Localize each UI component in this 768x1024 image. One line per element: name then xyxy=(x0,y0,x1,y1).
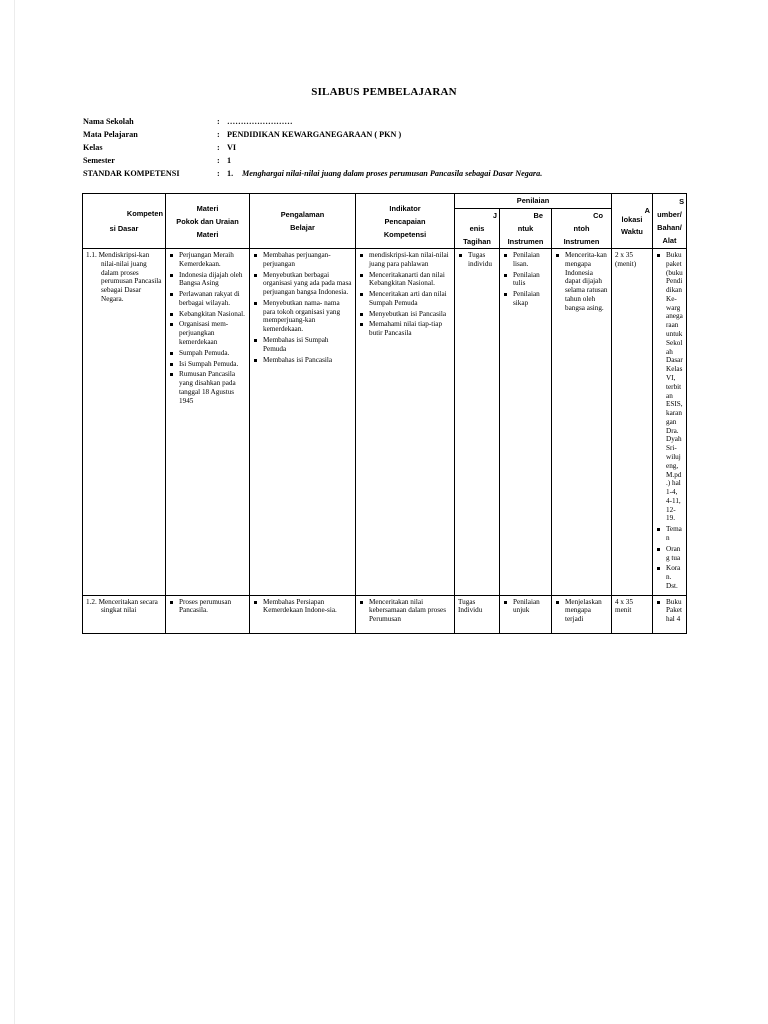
info-value: …………………… xyxy=(227,117,293,126)
info-row-semester xyxy=(83,154,542,167)
cell-jenis xyxy=(455,249,500,596)
header-line: Pengalaman xyxy=(280,210,325,219)
header-kd xyxy=(83,194,166,249)
cell-alokasi: 4 x 35 menit xyxy=(612,595,653,633)
info-value: VI xyxy=(227,143,237,152)
header-jenis xyxy=(455,209,500,249)
info-colon: : xyxy=(217,143,220,152)
header-line: Alat xyxy=(662,236,677,245)
cell-sumber xyxy=(653,249,687,596)
standard-text: Menghargai nilai-nilai juang dalam proses perumusan Pancasila sebagai Dasar Negara. xyxy=(242,169,543,178)
info-row-class xyxy=(83,141,542,154)
list-item: mendiskripsi-kan nilai-nilai juang para pahlawan xyxy=(359,251,451,269)
list-item: Penilaian lisan. xyxy=(503,251,548,269)
cell-bentuk xyxy=(500,595,552,633)
list-item: Menyebutkan isi Pancasila xyxy=(359,310,451,319)
info-colon: : xyxy=(217,169,220,178)
header-line: si Dasar xyxy=(109,223,139,233)
list-item: Perjuangan Meraih Kemerdekaan. xyxy=(169,251,246,269)
table-row xyxy=(83,595,687,633)
info-label: Semester xyxy=(83,156,115,165)
list-item: Kebangkitan Nasional. xyxy=(169,310,246,319)
table-row xyxy=(83,249,687,596)
info-row-subject xyxy=(83,128,542,141)
page-edge xyxy=(14,0,15,1024)
header-line: A xyxy=(644,205,650,215)
list-item: Memahami nilai tiap-tiap butir Pancasila xyxy=(359,320,451,338)
info-value: PENDIDIKAN KEWARGANEGARAAN ( PKN ) xyxy=(227,130,402,139)
list-item: Indonesia dijajah oleh Bangsa Asing xyxy=(169,271,246,289)
info-value: 1 xyxy=(227,156,232,165)
info-value xyxy=(227,169,542,178)
header-line: Materi xyxy=(196,203,219,213)
list-item: Perlawanan rakyat di berbagai wilayah. xyxy=(169,290,246,308)
list-item: Isi Sumpah Pemuda. xyxy=(169,360,246,369)
page-title: SILABUS PEMBELAJARAN xyxy=(311,86,457,98)
info-block xyxy=(83,115,542,180)
header-line: S xyxy=(679,197,684,206)
list-item: Penilaian unjuk xyxy=(503,598,548,616)
header-line: Materi xyxy=(196,229,219,239)
info-label: Kelas xyxy=(83,143,103,152)
list-item: Buku Paket hal 4 xyxy=(656,598,683,624)
header-line: Co xyxy=(593,211,603,220)
header-line: Instrumen xyxy=(507,237,544,246)
cell-text: 1.2. Menceritakan secara singkat nilai xyxy=(86,597,158,615)
header-row-1 xyxy=(83,194,687,209)
list-item: Membahas isi Sumpah Pemuda xyxy=(253,336,352,354)
list-item: Membahas perjuangan-perjuangan xyxy=(253,251,352,269)
header-penilaian: Penilaian xyxy=(455,194,612,209)
info-colon: : xyxy=(217,117,220,126)
list-item: Proses perumusan Pancasila. xyxy=(169,598,246,616)
list-item: Menyebutkan berbagai organisasi yang ada pada masa perjuangan bangsa Indonesia. xyxy=(253,271,352,297)
cell-indikator xyxy=(356,595,455,633)
header-line: J xyxy=(492,211,497,220)
cell-kd xyxy=(83,249,166,596)
list-item: Orang tua xyxy=(656,545,683,563)
cell-materi xyxy=(166,595,250,633)
header-line: Belajar xyxy=(290,223,315,232)
info-label: STANDAR KOMPETENSI xyxy=(83,169,180,178)
header-line: Be xyxy=(533,211,543,220)
list-item: Penilaian tulis xyxy=(503,271,548,289)
cell-contoh xyxy=(552,595,612,633)
list-item: Membahas Persiapan Kemerdekaan Indone-sia. xyxy=(253,598,352,616)
header-line: Bahan/ xyxy=(657,223,682,232)
cell-kd xyxy=(83,595,166,633)
list-item: Sumpah Pemuda. xyxy=(169,349,246,358)
header-line: Pokok dan Uraian xyxy=(176,216,239,226)
header-line: umber/ xyxy=(657,210,682,219)
header-line: enis xyxy=(469,224,485,233)
cell-pengalaman xyxy=(250,595,356,633)
header-line: ntoh xyxy=(573,224,590,233)
header-indikator xyxy=(356,194,455,249)
list-item: Membahas isi Pancasila xyxy=(253,356,352,365)
list-item: Koran. Dst. xyxy=(656,564,683,590)
syllabus-table xyxy=(82,193,687,634)
info-row-standard xyxy=(83,167,542,180)
cell-text: 1.1. Mendiskripsi-kan nilai-nilai juang dalam proses perumusan Pancasila sebagai Dasar Negara. xyxy=(86,251,162,303)
header-materi xyxy=(166,194,250,249)
header-line: Tagihan xyxy=(463,237,491,246)
list-item: Penilaian sikap xyxy=(503,290,548,308)
info-colon: : xyxy=(217,156,220,165)
header-line: Kompeten xyxy=(126,209,163,219)
header-line: Pencapaian xyxy=(384,216,426,226)
info-label: Mata Pelajaran xyxy=(83,130,138,139)
list-item: Menceritakanarti dan nilai Kebangkitan Nasional. xyxy=(359,271,451,289)
list-item: Menjelaskan mengapa terjadi xyxy=(555,598,608,624)
list-item: Rumusan Pancasila yang disahkan pada tanggal 18 Agustus 1945 xyxy=(169,370,246,405)
cell-alokasi: 2 x 35 (menit) xyxy=(612,249,653,596)
cell-materi xyxy=(166,249,250,596)
cell-jenis: Tugas Individu xyxy=(455,595,500,633)
header-sumber xyxy=(653,194,687,249)
info-row-school xyxy=(83,115,542,128)
list-item: Mencerita-kan mengapa Indonesia dapat dijajah selama ratusan tahun oleh bangsa asing. xyxy=(555,251,608,312)
cell-bentuk xyxy=(500,249,552,596)
cell-contoh xyxy=(552,249,612,596)
cell-sumber xyxy=(653,595,687,633)
cell-pengalaman xyxy=(250,249,356,596)
header-line: Indikator xyxy=(389,203,421,213)
list-item: Menceritakan nilai kebersamaan dalam proses Perumusan xyxy=(359,598,451,624)
header-line: Waktu xyxy=(621,227,643,237)
list-item: Teman xyxy=(656,525,683,543)
header-bentuk xyxy=(500,209,552,249)
header-contoh xyxy=(552,209,612,249)
header-line: lokasi xyxy=(621,214,643,224)
list-item: Menceritakan arti dan nilai Sumpah Pemuda xyxy=(359,290,451,308)
cell-indikator xyxy=(356,249,455,596)
header-line: ntuk xyxy=(517,224,534,233)
list-item: Organisasi mem-perjuangkan kemerdekaan xyxy=(169,320,246,346)
list-item: Tugas individu xyxy=(458,251,496,269)
standard-number: 1. xyxy=(227,169,234,178)
info-colon: : xyxy=(217,130,220,139)
header-pengalaman xyxy=(250,194,356,249)
header-line: Instrumen xyxy=(563,237,600,246)
header-alokasi xyxy=(612,194,653,249)
list-item: Menyebutkan nama- nama para tokoh organisasi yang memperjuang-kan kemerdekaan. xyxy=(253,299,352,334)
list-item: Buku paket (buku Pendidikan Ke-warganega raan untuk Sekolah Dasar Kelas VI, terbitan ESIS, karangan Dra. Dyah Sri-wilujeng, M.pd.) hal 1-4, 4-11, 12-19. xyxy=(656,251,683,523)
info-label: Nama Sekolah xyxy=(83,117,134,126)
header-line: Kompetensi xyxy=(383,229,427,239)
